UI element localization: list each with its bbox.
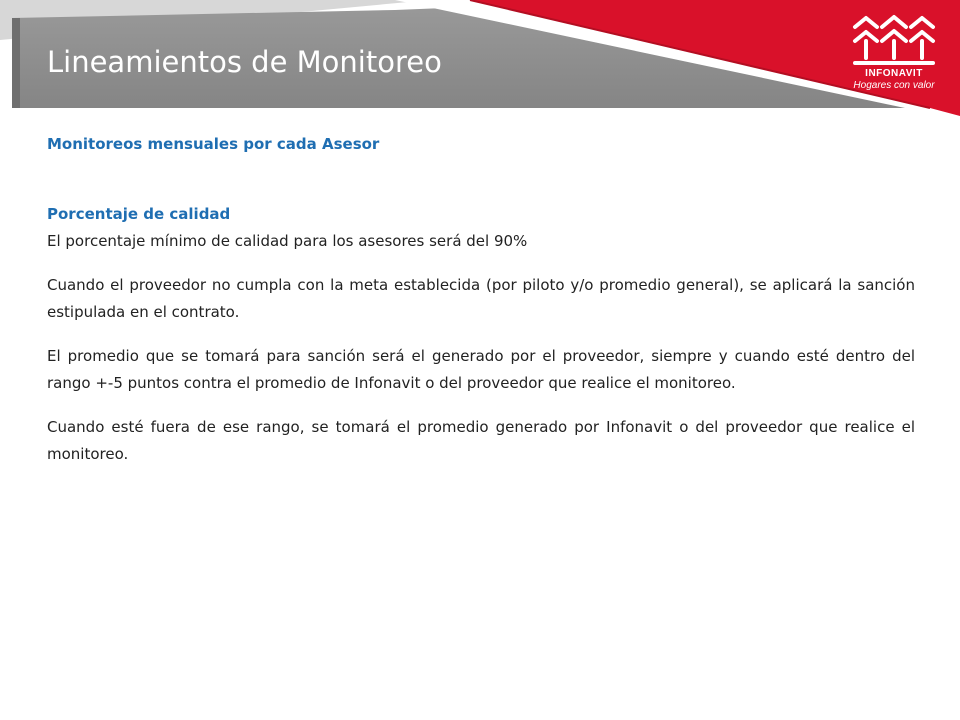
paragraph-average-range: El promedio que se tomará para sanción será el generado por el proveedor, siempre y cuando esté dentro del rango +-5 puntos contra el promedio de Infonavit o del proveedor que realice el monitoreo. [47, 347, 915, 392]
section-heading: Monitoreos mensuales por cada Asesor [47, 135, 380, 153]
paragraph-sanction: Cuando el proveedor no cumpla con la meta establecida (por piloto y/o promedio general), se aplicará la sanción estipulada en el contrato. [47, 276, 915, 321]
logo-wordmark: INFONAVIT [865, 68, 923, 79]
infonavit-logo [840, 14, 948, 94]
section-heading: Porcentaje de calidad [47, 205, 231, 223]
paragraph-out-of-range: Cuando esté fuera de ese rango, se tomará el promedio generado por Infonavit o del proveedor que realice el monitoreo. [47, 418, 915, 463]
slide-title: Lineamientos de Monitoreo [47, 45, 442, 79]
banner-left-edge [12, 18, 20, 108]
section-monitoreos [47, 131, 915, 158]
infonavit-houses-icon [852, 14, 936, 68]
section-porcentaje-calidad [47, 201, 915, 468]
slide-content [47, 131, 915, 468]
paragraph-minimum-quality: El porcentaje mínimo de calidad para los asesores será del 90% [47, 232, 528, 250]
logo-tagline: Hogares con valor [853, 80, 935, 91]
